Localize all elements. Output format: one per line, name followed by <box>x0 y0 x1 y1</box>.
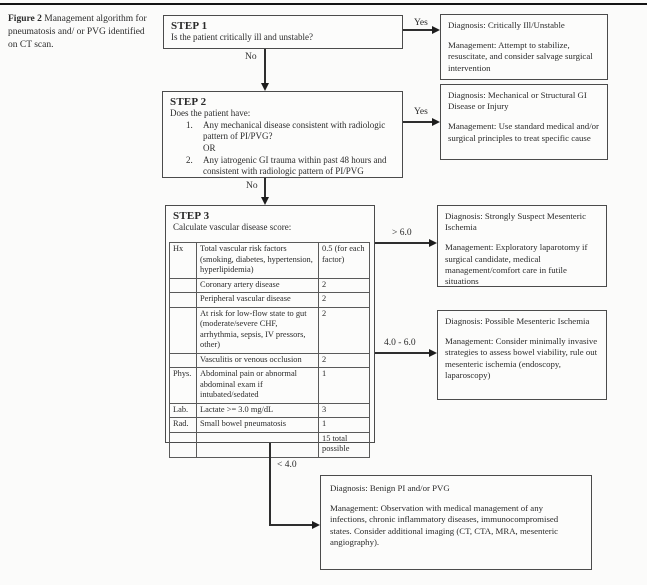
row-factor: Vasculitis or venous occlusion <box>197 353 319 368</box>
vascular-score-table <box>169 242 370 458</box>
step2-question: Does the patient have: <box>170 108 251 118</box>
row-factor: Total vascular risk factors (smoking, diabetes, hypertension, hyperlipidemia) <box>197 243 319 279</box>
row-category <box>170 432 197 457</box>
row-category <box>170 293 197 308</box>
row-category <box>170 278 197 293</box>
step1-no-label: No <box>245 52 257 62</box>
row-category: Lab. <box>170 403 197 418</box>
diagnosis-possible-ischemia-box <box>437 310 607 400</box>
table-row <box>170 368 370 404</box>
step1-yes-arrow-icon <box>432 26 440 34</box>
branch-high-label: > 6.0 <box>392 228 412 238</box>
diagnosis-unstable-management: Management: Attempt to stabilize, resuscitate, and consider salvage surgical intervention <box>448 40 593 73</box>
step1-question: Is the patient critically ill and unstable? <box>171 32 313 42</box>
step2-yes-line <box>403 121 433 123</box>
step3-subtitle: Calculate vascular disease score: <box>173 222 292 232</box>
row-category: Phys. <box>170 368 197 404</box>
figure-caption <box>8 13 156 51</box>
top-rule <box>0 3 647 5</box>
step1-yes-line <box>403 29 433 31</box>
branch-mid-label: 4.0 - 6.0 <box>384 338 416 348</box>
step1-no-line <box>264 49 266 84</box>
table-row <box>170 403 370 418</box>
diagnosis-mechanical-text: Diagnosis: Mechanical or Structural GI Disease or Injury <box>448 90 587 112</box>
row-factor: Coronary artery disease <box>197 278 319 293</box>
figure-caption-text: Management algorithm for pneumatosis and/ or PVG identified on CT scan. <box>8 14 147 50</box>
step3-box <box>165 205 375 453</box>
step2-item-1 <box>170 120 395 143</box>
step3-title: STEP 3 <box>173 210 210 222</box>
diagnosis-benign-management: Management: Observation with medical management of any infections, chronic inflammatory diseases, immunocompromised states. Consider additional imaging (CT, CTA, MRA, mesenteric angiography). <box>330 503 559 547</box>
branch-low-hline <box>269 524 313 526</box>
row-factor <box>197 432 319 457</box>
branch-high-arrow-icon <box>429 239 437 247</box>
row-score: 2 <box>319 278 370 293</box>
diagnosis-unstable-box <box>440 14 608 80</box>
branch-high-line <box>375 242 430 244</box>
row-category: Rad. <box>170 418 197 433</box>
diagnosis-benign-text: Diagnosis: Benign PI and/or PVG <box>330 483 450 493</box>
step2-yes-arrow-icon <box>432 118 440 126</box>
step2-item-1-number: 1. <box>186 119 193 130</box>
diagnosis-benign-box <box>320 475 592 570</box>
diagnosis-possible-ischemia-text: Diagnosis: Possible Mesenteric Ischemia <box>445 316 590 326</box>
step2-title: STEP 2 <box>170 96 207 108</box>
step2-no-arrow-icon <box>261 197 269 205</box>
step2-item-2-text: Any iatrogenic GI trauma within past 48 hours and consistent with radiologic pattern of PI/PVG <box>203 154 387 177</box>
diagnosis-strong-ischemia-management: Management: Exploratory laparotomy if surgical candidate, medical management/comfort care in futile situations <box>445 242 588 286</box>
row-factor: At risk for low-flow state to gut (moderate/severe CHF, arrhythmia, sepsis, IV pressors, other) <box>197 307 319 353</box>
step1-box <box>163 15 403 49</box>
diagnosis-mechanical-management: Management: Use standard medical and/or surgical principles to treat specific cause <box>448 121 599 143</box>
row-score: 2 <box>319 353 370 368</box>
branch-low-vline <box>269 443 271 526</box>
branch-mid-arrow-icon <box>429 349 437 357</box>
row-score: 2 <box>319 293 370 308</box>
diagnosis-possible-ischemia-management: Management: Consider minimally invasive strategies to assess bowel viability, rule out mesenteric ischemia (endoscopy, laparoscopy) <box>445 336 598 380</box>
table-row <box>170 243 370 279</box>
row-category: Hx <box>170 243 197 279</box>
row-factor: Abdominal pain or abnormal abdominal exam if intubated/sedated <box>197 368 319 404</box>
step2-yes-label: Yes <box>414 107 428 117</box>
table-row <box>170 353 370 368</box>
step2-or-label: OR <box>203 143 216 154</box>
step2-item-1-text: Any mechanical disease consistent with radiologic pattern of PI/PVG? <box>203 119 386 142</box>
table-row <box>170 307 370 353</box>
table-row <box>170 293 370 308</box>
row-score: 0.5 (for each factor) <box>319 243 370 279</box>
figure-label: Figure 2 <box>8 14 42 24</box>
step2-no-label: No <box>246 181 258 191</box>
row-factor: Small bowel pneumatosis <box>197 418 319 433</box>
step2-item-2-number: 2. <box>186 154 193 165</box>
diagnosis-unstable-text: Diagnosis: Critically Ill/Unstable <box>448 20 565 30</box>
step1-yes-label: Yes <box>414 18 428 28</box>
step2-no-line <box>264 178 266 198</box>
row-factor: Lactate >= 3.0 mg/dL <box>197 403 319 418</box>
branch-mid-line <box>375 352 430 354</box>
table-row <box>170 418 370 433</box>
step1-no-arrow-icon <box>261 83 269 91</box>
row-category <box>170 353 197 368</box>
row-category <box>170 307 197 353</box>
table-row <box>170 278 370 293</box>
step1-title: STEP 1 <box>171 20 208 32</box>
branch-low-label: < 4.0 <box>277 460 297 470</box>
row-factor: Peripheral vascular disease <box>197 293 319 308</box>
diagnosis-mechanical-box <box>440 84 608 160</box>
step2-box <box>162 91 403 178</box>
row-score: 15 total possible <box>319 432 370 457</box>
row-score: 1 <box>319 368 370 404</box>
branch-low-arrow-icon <box>312 521 320 529</box>
row-score: 3 <box>319 403 370 418</box>
row-score: 2 <box>319 307 370 353</box>
diagnosis-strong-ischemia-box <box>437 205 607 287</box>
step2-item-2 <box>170 155 395 178</box>
row-score: 1 <box>319 418 370 433</box>
diagnosis-strong-ischemia-text: Diagnosis: Strongly Suspect Mesenteric Ischemia <box>445 211 586 233</box>
